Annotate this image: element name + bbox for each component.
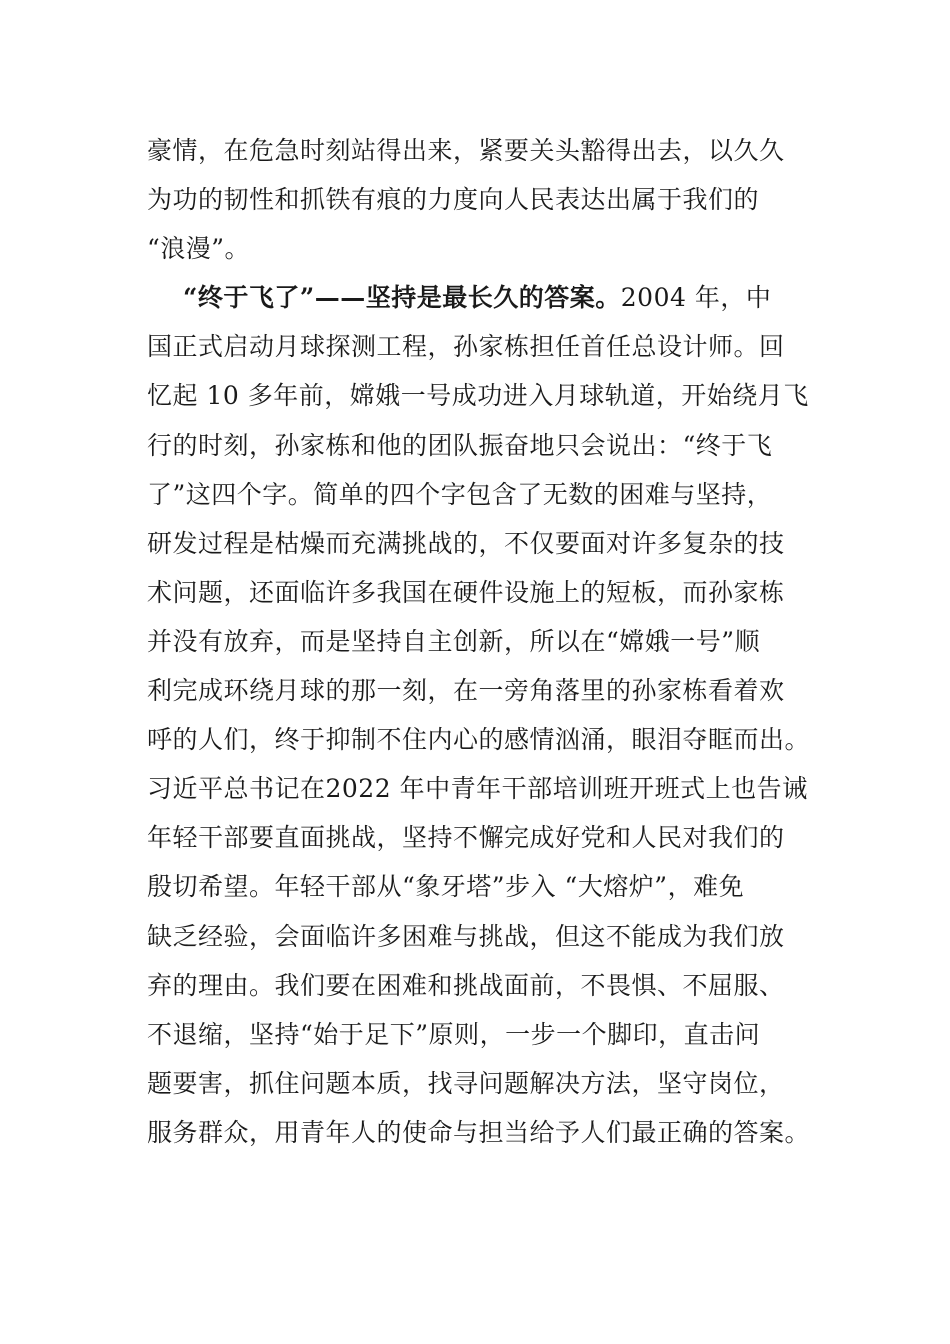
paragraph-line: 利完成环绕月球的那一刻，在一旁角落里的孙家栋看着欢 xyxy=(147,676,785,706)
paragraph-line: 并没有放弃，而是坚持自主创新，所以在“嫦娥一号”顺 xyxy=(147,626,761,656)
paragraph-line: 不退缩，坚持“始于足下”原则，一步一个脚印，直击问 xyxy=(147,1019,761,1049)
paragraph-line: 年轻干部要直面挑战，坚持不懈完成好党和人民对我们的 xyxy=(147,823,785,853)
paragraph-line: 服务群众，用青年人的使命与担当给予人们最正确的答案。 xyxy=(147,1117,811,1147)
paragraph-line: 呼的人们，终于抑制不住内心的感情汹涌，眼泪夺眶而出。 xyxy=(147,725,811,755)
paragraph-line: 缺乏经验，会面临许多困难与挑战，但这不能成为我们放 xyxy=(147,921,785,951)
paragraph-line: 为功的韧性和抓铁有痕的力度向人民表达出属于我们的 xyxy=(147,185,760,215)
paragraph-line: 豪情，在危急时刻站得出来，紧要关头豁得出去，以久久 xyxy=(147,136,785,165)
paragraph-line-rest: 2004 年，中 xyxy=(620,283,772,313)
paragraph-line: 术问题，还面临许多我国在硬件设施上的短板，而孙家栋 xyxy=(147,577,785,607)
paragraph-line: 国正式启动月球探测工程，孙家栋担任首任总设计师。回 xyxy=(147,332,785,362)
paragraph-line: 题要害，抓住问题本质，找寻问题解决方法，坚守岗位， xyxy=(147,1068,785,1098)
paragraph-line: 忆起 10 多年前，嫦娥一号成功进入月球轨道，开始绕月飞 xyxy=(147,381,809,411)
paragraph-line: 行的时刻，孙家栋和他的团队振奋地只会说出：“终于飞 xyxy=(147,430,773,460)
section-heading: “终于飞了”——坚持是最长久的答案。 xyxy=(183,283,621,313)
paragraph-line: 研发过程是枯燥而充满挑战的，不仅要面对许多复杂的技 xyxy=(147,528,785,558)
body-text xyxy=(147,126,827,1157)
paragraph-line: 了”这四个字。简单的四个字包含了无数的困难与坚持， xyxy=(147,479,773,509)
paragraph-first-line xyxy=(147,273,827,322)
paragraph-line: “浪漫”。 xyxy=(147,234,251,264)
paragraph-line: 习近平总书记在2022 年中青年干部培训班开班式上也告诫 xyxy=(147,774,808,804)
paragraph-1 xyxy=(147,126,827,273)
paragraph-line: 殷切希望。年轻干部从“象牙塔”步入 “大熔炉”，难免 xyxy=(147,872,745,902)
paragraph-line: 弃的理由。我们要在困难和挑战面前，不畏惧、不屈服、 xyxy=(147,970,785,1000)
paragraph-2 xyxy=(147,273,827,1157)
